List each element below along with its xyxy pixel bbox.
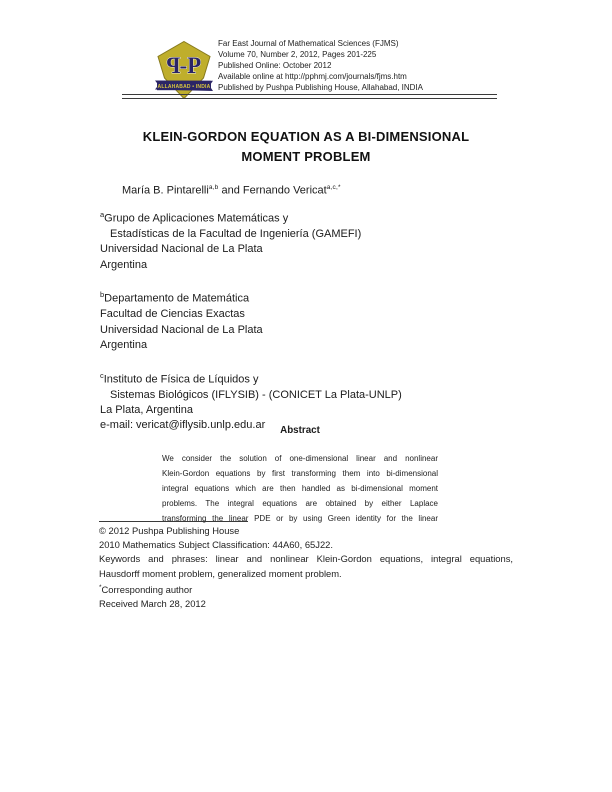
affiliation-a-text-1: Grupo de Aplicaciones Matemáticas y (104, 212, 289, 225)
affiliation-c-email: e-mail: vericat@iflysib.unlp.edu.ar (100, 419, 266, 432)
published-online-line: Published Online: October 2012 (218, 61, 332, 70)
affiliation-a-line-1 (100, 207, 480, 227)
abstract-line-1: We consider the solution of one-dimensional linear and nonlinear (162, 454, 438, 463)
affiliation-b-text-1: Departamento de Matemática (104, 292, 250, 305)
authors-line (122, 184, 341, 197)
affiliation-c-line-1 (100, 368, 480, 388)
paper-title (98, 127, 514, 167)
affiliation-a-line-2: Estadísticas de la Facultad de Ingeniería (GAMEFI) (110, 228, 362, 241)
affiliation-c-text-1: Instituto de Física de Líquidos y (103, 373, 259, 386)
keywords-line-1: Keywords and phrases: linear and nonlinear Klein-Gordon equations, integral equations, (99, 553, 513, 565)
publisher-logo-icon (155, 41, 213, 99)
journal-volume-line: Volume 70, Number 2, 2012, Pages 201-225 (218, 50, 377, 59)
affiliation-c (100, 368, 480, 434)
logo-letter-left-mirrored-p: P (166, 53, 181, 78)
authors-connector: and (218, 184, 243, 197)
publisher-line: Published by Pushpa Publishing House, Allahabad, INDIA (218, 83, 424, 92)
author-1-affil-marks: a,b (208, 184, 219, 191)
received-line: Received March 28, 2012 (99, 598, 206, 610)
affiliation-a (100, 207, 480, 273)
affiliation-b (100, 287, 480, 353)
affiliation-c-line-2: Sistemas Biológicos (IFLYSIB) - (CONICET La Plata-UNLP) (110, 388, 402, 401)
header-divider (122, 94, 497, 99)
journal-url-line: Available online at http://pphmj.com/journals/fjms.htm (218, 72, 407, 81)
affiliation-a-line-4: Argentina (100, 258, 148, 271)
paper-title-line-1: KLEIN-GORDON EQUATION AS A BI-DIMENSIONAL (142, 129, 470, 144)
author-2-name: Fernando Vericat (242, 184, 327, 197)
abstract-line-2: Klein-Gordon equations by first transforming them into bi-dimensional (162, 469, 438, 479)
affiliation-b-marker: b (100, 290, 105, 300)
abstract-text (162, 451, 438, 526)
logo-letters-right: -P (179, 53, 202, 78)
affiliation-b-line-4: Argentina (100, 339, 148, 352)
affiliation-c-line-3: La Plata, Argentina (100, 404, 193, 417)
abstract-heading: Abstract (280, 425, 320, 436)
affiliation-a-line-3: Universidad Nacional de La Plata (100, 243, 263, 256)
msc-line: 2010 Mathematics Subject Classification: 44A60, 65J22. (99, 539, 333, 551)
corresponding-author-marker: * (99, 583, 102, 591)
copyright-line: © 2012 Pushpa Publishing House (99, 525, 240, 536)
footnotes-block (99, 524, 513, 611)
keywords-line-2: Hausdorff moment problem, generalized moment problem. (99, 567, 342, 579)
footnote-divider (99, 521, 248, 522)
author-1-name: María B. Pintarelli (122, 184, 209, 197)
corresponding-author-text: Corresponding author (101, 583, 193, 595)
abstract-line-5: transforming the linear PDE or by using Green identity for the linear (162, 514, 438, 524)
affiliation-a-marker: a (100, 210, 105, 219)
logo-banner-text: ALLAHABAD • INDIA (157, 84, 211, 90)
affiliation-b-line-3: Universidad Nacional de La Plata (100, 323, 263, 336)
affiliation-b-line-1 (100, 287, 480, 307)
paper-title-line-2: MOMENT PROBLEM (241, 149, 371, 164)
affiliations-block (100, 207, 480, 448)
journal-name: Far East Journal of Mathematical Sciences (FJMS) (218, 39, 399, 48)
abstract-line-3: integral equations which are then handled as bi-dimensional moment (162, 484, 438, 494)
corresponding-author-note (99, 581, 513, 597)
author-2-affil-marks: a,c,* (326, 184, 341, 191)
affiliation-b-line-2: Facultad de Ciencias Exactas (100, 308, 245, 321)
affiliation-c-marker: c (100, 370, 104, 380)
publisher-logo (155, 41, 213, 99)
abstract-line-4: problems. The integral equations are obtained by either Laplace (162, 499, 438, 509)
journal-header (218, 38, 423, 93)
